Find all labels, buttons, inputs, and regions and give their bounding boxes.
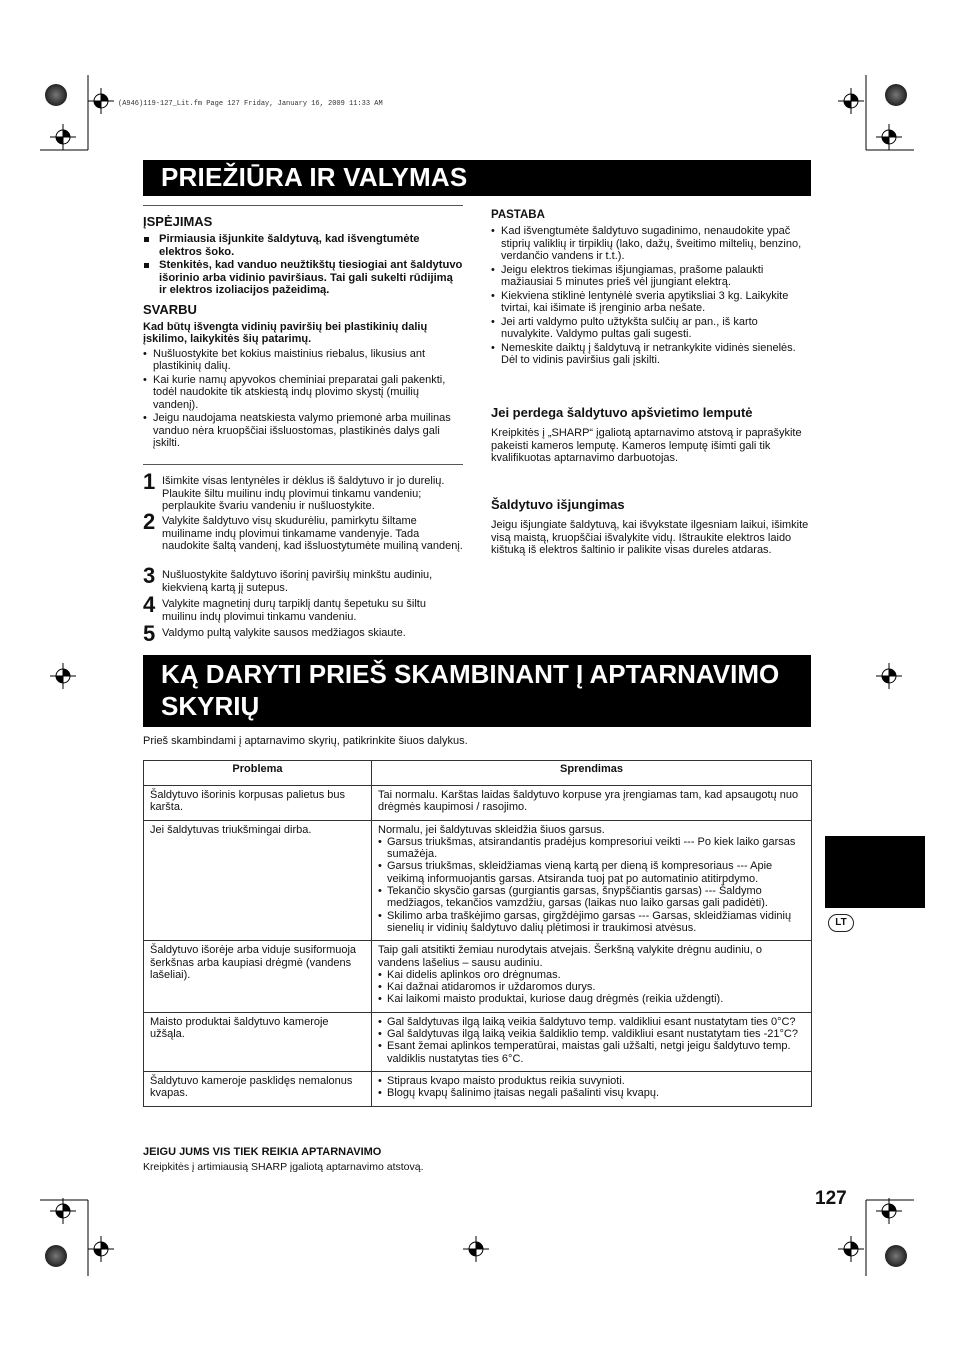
step-number: 1 [143, 469, 156, 494]
list-item: • Tekančio skysčio garsas (gurgiantis garsas, šnypščiantis garsas) --- Šaldymo medžiagos, tekančios vamzdžiu, garsas (laikas nuo laiko garsas gali padidėti). [378, 885, 805, 910]
intro-text: Prieš skambindami į aptarnavimo skyrių, patikrinkite šiuos dalykus. [143, 735, 468, 747]
list-item: • Jeigu elektros tiekimas išjungiamas, prašome palaukti mažiausiai 5 minutes prieš vėl įjungiant elektrą. [491, 264, 809, 289]
solution-list [378, 1075, 805, 1100]
problem-cell: Jei šaldytuvas triukšmingai dirba. [144, 820, 372, 941]
list-item: • Kai laikomi maisto produktai, kuriose daug drėgmės (reikia uždengti). [378, 993, 805, 1005]
list-item: • Jeigu naudojama neatskiesta valymo priemonė arba muilinas vanduo nėra kruopščiai išsluostomas, plastikinės dalys gali įskilti. [143, 412, 463, 450]
list-item: • Kai didelis aplinkos oro drėgnumas. [378, 969, 805, 981]
solution-text: Taip gali atsitikti žemiau nurodytais atvejais. Šerkšną valykite drėgnu audiniu, o vandens lašelius – sausu audiniu. [378, 944, 762, 969]
list-item: • Kai kurie namų apyvokos cheminiai preparatai gali pakenkti, todėl naudokite tik atskiestą indų plovimo skystį (muilių vandenį). [143, 374, 463, 412]
list-item: • Kiekviena stiklinė lentynėlė sveria apytiksliai 3 kg. Laikykite tvirtai, kai išimate iš įrenginio arba nešate. [491, 290, 809, 315]
section-title: PRIEŽIŪRA IR VALYMAS [161, 162, 468, 192]
solution-text: Tai normalu. Karštas laidas šaldytuvo korpuse yra įrengiamas tam, kad apsaugotų nuo drėgmės kaupimosi / rasojimo. [378, 789, 799, 814]
problem-cell: Šaldytuvo išorėje arba viduje susiformuoja šerkšnas arba kaupiasi drėgmė (vandens lašeliai). [144, 941, 372, 1012]
list-item: • Nemeskite daiktų į šaldytuvą ir netrankykite vidinės sienelės. Dėl to vidinis paviršius gali įskilti. [491, 342, 809, 367]
step-text: Išimkite visas lentynėles ir dėklus iš šaldytuvo ir jo durelių. Plaukite šiltu muilinu indų plovimui tinkamu vandeniu; perplaukite švariu vandeniu ir nušluostykite. [162, 475, 445, 512]
list-item: • Stipraus kvapo maisto produktus reikia suvynioti. [378, 1075, 805, 1087]
list-item: • Kad išvengtumėte šaldytuvo sugadinimo, nenaudokite ypač stiprių valiklių ir tirpiklių (lako, dažų, šveitimo miltelių, benzino, verdančio vandens ir t.t.). [491, 225, 809, 263]
troubleshooting-table [143, 760, 812, 1107]
list-item: Pirmiausia išjunkite šaldytuvą, kad išvengtumėte elektros šoko. [143, 233, 463, 258]
table-header-row [144, 761, 812, 786]
step-number: 4 [143, 592, 156, 617]
column-header-solution: Sprendimas [372, 761, 812, 786]
list-item: • Gal šaldytuvas ilgą laiką veikia šaldiklio temp. valdikliui esant nustatytam ties -21°C? [378, 1028, 805, 1040]
service-text: Kreipkitės į artimiausią SHARP įgaliotą aptarnavimo atstovą. [143, 1161, 424, 1173]
step-5 [143, 621, 463, 646]
switch-off-heading: Šaldytuvo išjungimas [491, 497, 625, 512]
divider [143, 464, 463, 465]
lamp-block [491, 405, 809, 465]
important-list [143, 348, 463, 450]
section-title-banner [143, 655, 811, 727]
list-item: Stenkitės, kad vanduo neužtikštų tiesiogiai ant šaldytuvo išorinio arba vidinio paviršiaus. Tai gali sukelti rūdijimą ir elektros izoliacijos pažeidimą. [143, 259, 463, 297]
solution-list [378, 1016, 805, 1065]
table-row [144, 941, 812, 1012]
section-title: KĄ DARYTI PRIEŠ SKAMBINANT Į APTARNAVIMO SKYRIŲ [161, 659, 780, 721]
solution-list [378, 969, 805, 1006]
list-item: • Kai dažnai atidaromos ir uždaromos durys. [378, 981, 805, 993]
warning-list [143, 233, 463, 297]
solution-cell [372, 941, 812, 1012]
problem-cell: Šaldytuvo išorinis korpusas palietus bus karšta. [144, 786, 372, 821]
list-item: • Garsus triukšmas, atsirandantis pradėjus kompresoriui veikti --- Po kiek laiko garsas sumažėja. [378, 836, 805, 861]
switch-off-block [491, 497, 809, 557]
table-row [144, 820, 812, 941]
solution-cell [372, 1012, 812, 1071]
page-number: 127 [815, 1188, 847, 1209]
warning-block [143, 214, 463, 451]
step-4 [143, 592, 463, 623]
important-heading: SVARBU [143, 301, 197, 317]
solution-cell [372, 1071, 812, 1106]
lamp-text: Kreipkitės į „SHARP“ įgaliotą aptarnavimo atstovą ir paprašykite pakeisti kameros lemputę. Kameros lemputę išimti gali tik kvalifikuotas aptarnavimo darbuotojas. [491, 427, 802, 464]
problem-cell: Maisto produktai šaldytuvo kameroje užšąla. [144, 1012, 372, 1071]
switch-off-text: Jeigu išjungiate šaldytuvą, kai išvykstate ilgesniam laikui, išimkite visą maistą, kruopščiai išvalykite vidų. Ištraukite elektros laido kištuką iš elektros šaltinio ir palikite visas dureles atdaras. [491, 519, 809, 556]
step-number: 5 [143, 621, 156, 646]
note-block [491, 209, 809, 368]
warning-heading: ĮSPĖJIMAS [143, 214, 213, 229]
service-footer [143, 1146, 811, 1173]
list-item: • Garsus triukšmas, skleidžiamas vieną kartą per dieną iš kompresoriaus --- Apie veikimą informuojantis garsas. Atsiranda tuoj pat po automatinio atitirpdymo. [378, 860, 805, 885]
table-row [144, 786, 812, 821]
step-number: 3 [143, 563, 156, 588]
solution-cell [372, 820, 812, 941]
divider [143, 205, 463, 206]
section-title-banner [143, 160, 811, 196]
step-3 [143, 563, 463, 594]
list-item: • Blogų kvapų šalinimo įtaisas negali pašalinti visų kvapų. [378, 1087, 805, 1099]
step-1 [143, 469, 463, 513]
step-text: Valykite šaldytuvo visų skudurėliu, pamirkytu šiltame muiliname indų plovimui tinkamame vandenyje. Tada naudokite šaltą vandenį, kad išsluostytumėte muiliną vandenį. [162, 515, 463, 552]
list-item: • Esant žemai aplinkos temperatūrai, maistas gali užšalti, netgi jeigu šaldytuvo temp. valdiklis nustatytas ties 6°C. [378, 1040, 805, 1065]
solution-list [378, 836, 805, 934]
note-heading: PASTABA [491, 209, 545, 221]
column-header-problem: Problema [144, 761, 372, 786]
step-number: 2 [143, 509, 156, 534]
note-list [491, 225, 809, 367]
list-item: • Skilimo arba traškėjimo garsas, girgždėjimo garsas --- Garsas, skleidžiamas vidinių sienelių ir vidinių šaldytuvo dalių plėtimosi ir traukimosi atvėsus. [378, 910, 805, 935]
table-row [144, 1071, 812, 1106]
step-2 [143, 509, 463, 553]
solution-cell [372, 786, 812, 821]
important-lead: Kad būtų išvengta vidinių paviršių bei plastikinių dalių įskilimo, laikykitės šių patarimų. [143, 320, 428, 345]
side-tab [825, 836, 925, 908]
list-item: • Jei arti valdymo pulto užtykšta sulčių ar pan., iš karto nuvalykite. Valdymo pultas gali sugesti. [491, 316, 809, 341]
step-text: Valykite magnetinį durų tarpiklį dantų šepetuku su šiltu muilinu indų plovimui tinkamu vandeniu. [162, 598, 426, 623]
language-badge: LT [828, 914, 854, 932]
problem-cell: Šaldytuvo kameroje pasklidęs nemalonus kvapas. [144, 1071, 372, 1106]
step-text: Nušluostykite šaldytuvo išorinį paviršių minkštu audiniu, kiekvieną kartą jį sutepus. [162, 569, 433, 594]
lamp-heading: Jei perdega šaldytuvo apšvietimo lemputė [491, 405, 753, 420]
step-text: Valdymo pultą valykite sausos medžiagos skiaute. [162, 627, 406, 639]
table-row [144, 1012, 812, 1071]
file-info: (A946)119-127_Lit.fm Page 127 Friday, January 16, 2009 11:33 AM [118, 100, 383, 108]
list-item: • Nušluostykite bet kokius maistinius riebalus, likusius ant plastikinių dalių. [143, 348, 463, 373]
list-item: • Gal šaldytuvas ilgą laiką veikia šaldytuvo temp. valdikliui esant nustatytam ties 0°C? [378, 1016, 805, 1028]
solution-text: Normalu, jei šaldytuvas skleidžia šiuos garsus. [378, 823, 605, 836]
service-heading: JEIGU JUMS VIS TIEK REIKIA APTARNAVIMO [143, 1146, 382, 1158]
